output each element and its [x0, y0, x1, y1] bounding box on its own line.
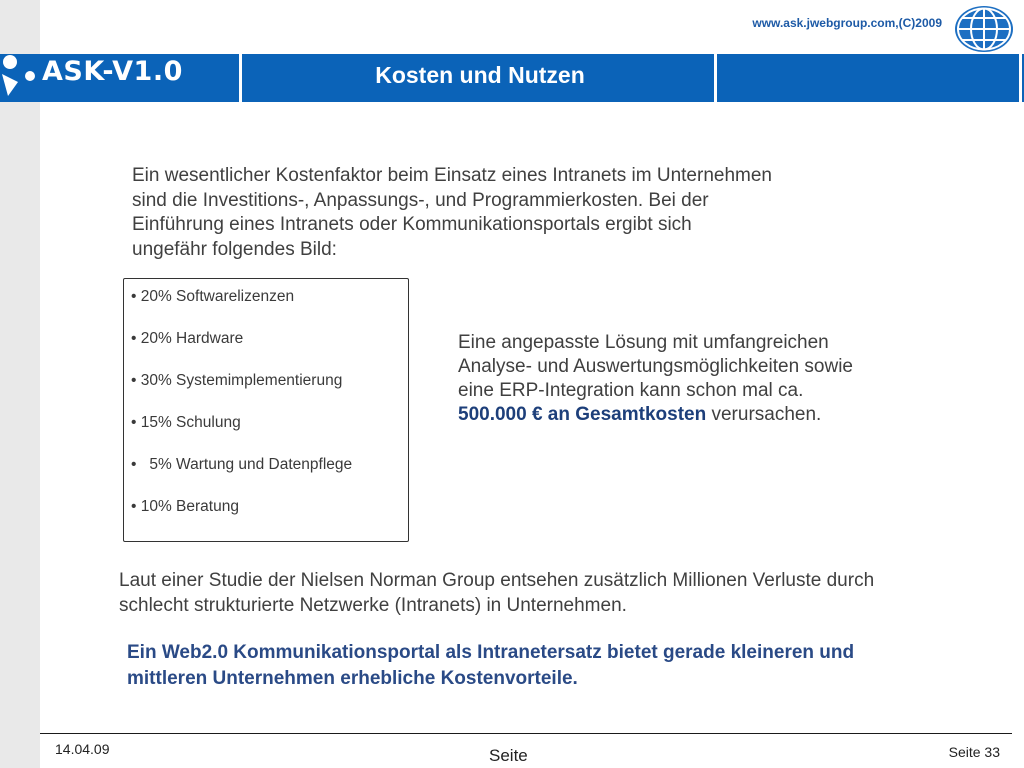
- cost-item: • 5% Wartung und Datenpflege: [131, 456, 353, 473]
- conclusion-paragraph: Ein Web2.0 Kommunikationsportal als Intranetersatz bietet gerade kleineren und mittleren Unternehmen erhebliche Kostenvorteile.: [127, 642, 855, 689]
- header-divider: [1019, 54, 1022, 102]
- solution-text-end: verursachen.: [711, 404, 822, 425]
- intro-paragraph: Ein wesentlicher Kostenfaktor beim Einsatz eines Intranets im Unternehmen sind die Investitions-, Anpassungs-, und Programmierkosten. Bei der Einführung eines Intranets oder Kommunikationsportals ergibt sich ungefähr folgendes Bild:: [132, 165, 772, 260]
- website-url[interactable]: www.ask.jwebgroup.com,(C)2009: [752, 16, 942, 30]
- solution-paragraph: [458, 331, 858, 427]
- page-label: Seite: [948, 744, 981, 760]
- footer-center-label: Seite: [489, 746, 528, 765]
- total-cost-highlight: 500.000 € an Gesamtkosten: [458, 404, 707, 425]
- cost-breakdown-box: [123, 278, 409, 542]
- cost-item: • 10% Beratung: [131, 498, 239, 515]
- footer-page-info: [949, 744, 1000, 760]
- logo-text: ASK-V1.0: [42, 56, 183, 87]
- cost-item: • 20% Hardware: [131, 330, 244, 347]
- left-sidebar-strip: [0, 0, 40, 768]
- cost-item: • 30% Systemimplementierung: [131, 372, 343, 389]
- footer-date: 14.04.09: [55, 741, 110, 757]
- ask-logo-mark-icon: [0, 52, 44, 104]
- solution-text: Eine angepasste Lösung mit umfangreichen Analyse- und Auswertungsmöglichkeiten sowie eine ERP-Integration kann schon mal ca.: [458, 332, 853, 401]
- footer-divider: [40, 733, 1012, 734]
- cost-item: • 20% Softwarelizenzen: [131, 288, 295, 305]
- page-title: Kosten und Nutzen: [375, 62, 585, 88]
- header-divider: [239, 54, 242, 102]
- cost-item: • 15% Schulung: [131, 414, 241, 431]
- study-paragraph: Laut einer Studie der Nielsen Norman Group entsehen zusätzlich Millionen Verluste durch schlecht strukturierte Netzwerke (Intranets) in Unternehmen.: [119, 570, 875, 616]
- globe-logo-icon: [954, 4, 1014, 54]
- page-number: 33: [984, 744, 1000, 760]
